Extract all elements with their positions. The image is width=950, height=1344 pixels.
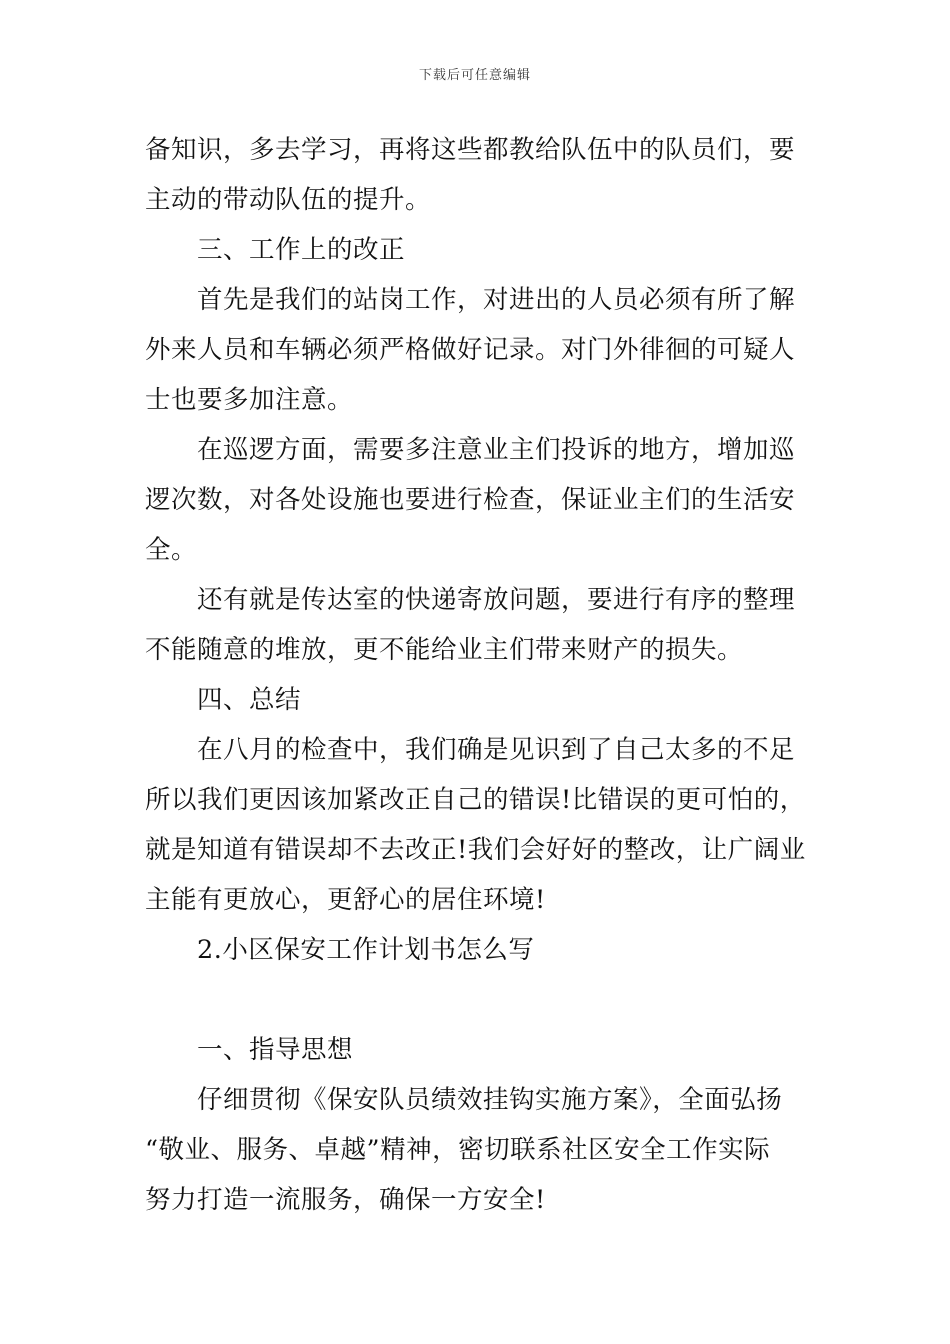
- text-line: 逻次数，对各处设施也要进行检查，保证业主们的生活安: [145, 485, 796, 515]
- text-line: 士也要多加注意。: [145, 385, 354, 415]
- text-line: 所以我们更因该加紧改正自己的错误!比错误的更可怕的，: [145, 785, 806, 815]
- text-line: 备知识，多去学习，再将这些都教给队伍中的队员们，要: [145, 135, 796, 165]
- text-line: 就是知道有错误却不去改正!我们会好好的整改，让广阔业: [145, 835, 806, 865]
- paragraph-start: 仔细贯彻《保安队员绩效挂钩实施方案》，全面弘扬: [197, 1085, 783, 1115]
- paragraph-start: 首先是我们的站岗工作，对进出的人员必须有所了解: [197, 285, 796, 315]
- blank-line: [145, 975, 810, 1025]
- page-header-note: 下载后可任意编辑: [418, 68, 531, 83]
- text-line: 外来人员和车辆必须严格做好记录。对门外徘徊的可疑人: [145, 335, 796, 365]
- paragraph-start: 在八月的检查中，我们确是见识到了自己太多的不足: [197, 735, 796, 765]
- section-heading: 一、指导思想: [197, 1035, 354, 1065]
- document-body: [145, 125, 810, 1225]
- text-line: 主动的带动队伍的提升。: [145, 185, 432, 215]
- text-line: 努力打造一流服务，确保一方安全!: [145, 1185, 546, 1215]
- paragraph-start: 在巡逻方面，需要多注意业主们投诉的地方，增加巡: [197, 435, 796, 465]
- article-title: 2.小区保安工作计划书怎么写: [197, 935, 535, 965]
- text-line: 主能有更放心，更舒心的居住环境!: [145, 885, 546, 915]
- section-heading: 三、工作上的改正: [197, 235, 406, 265]
- text-line: “敬业、服务、卓越”精神，密切联系社区安全工作实际: [145, 1135, 771, 1165]
- section-heading: 四、总结: [197, 685, 302, 715]
- paragraph-start: 还有就是传达室的快递寄放问题，要进行有序的整理: [197, 585, 796, 615]
- text-line: 不能随意的堆放，更不能给业主们带来财产的损失。: [145, 635, 744, 665]
- text-line: 全。: [145, 535, 198, 565]
